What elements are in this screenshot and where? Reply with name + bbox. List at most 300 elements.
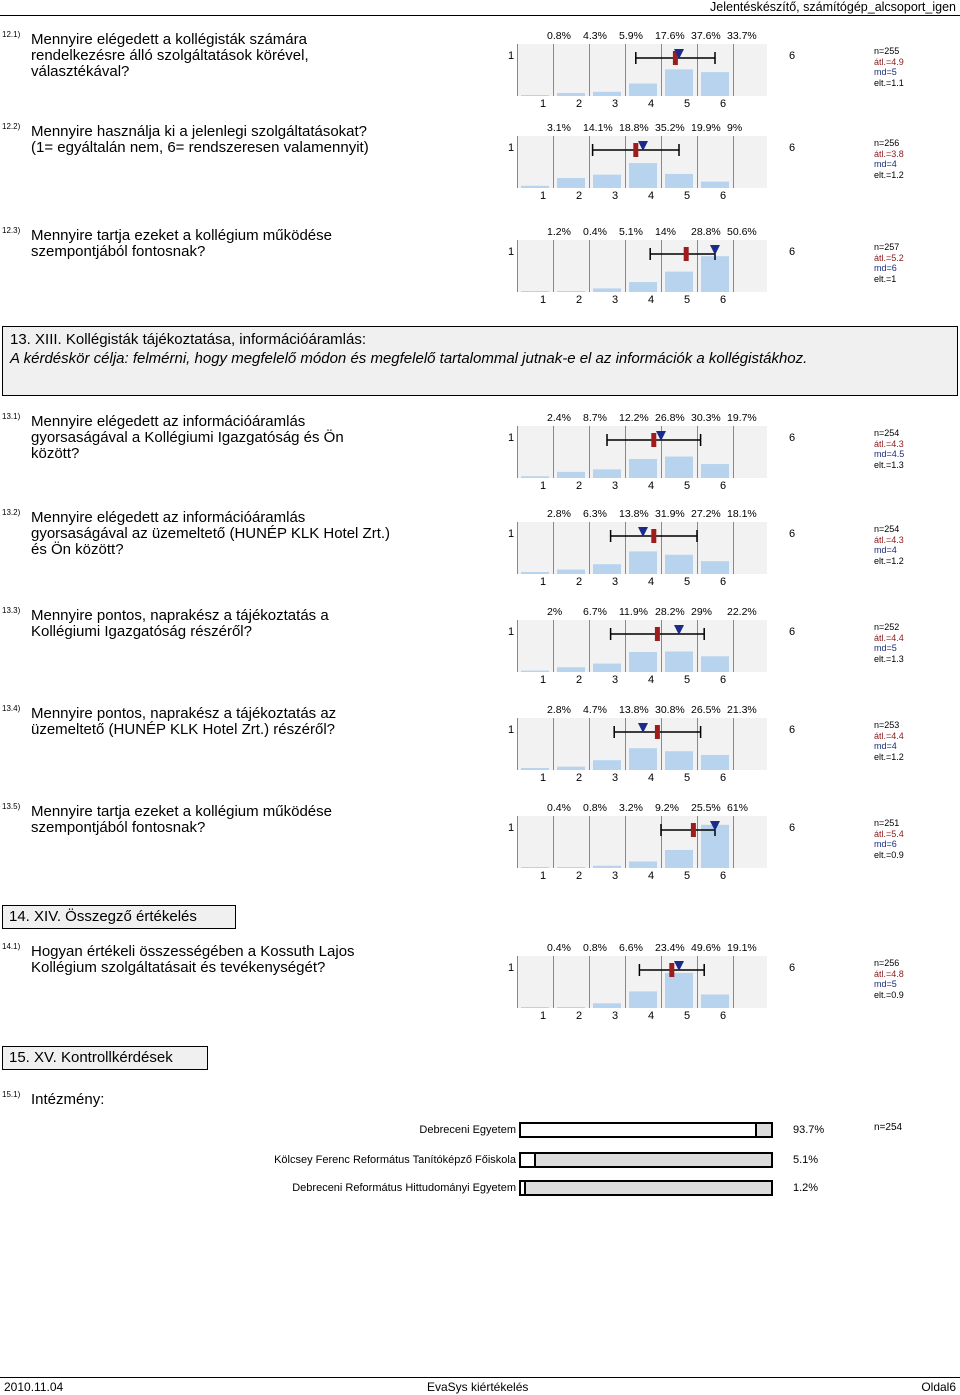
- distribution-bar: [701, 561, 729, 574]
- scale-high-label: 6: [789, 724, 796, 736]
- std-dev-value: elt.=1.2: [874, 169, 904, 180]
- question-text: Mennyire pontos, naprakész a tájékoztatás az üzemeltető (HUNÉP KLK Hotel Zrt.) részéről?: [31, 705, 337, 738]
- axis-tick-label: 2: [576, 1010, 583, 1022]
- distribution-svg: [517, 620, 767, 672]
- percent-label: 21.3%: [727, 704, 757, 716]
- axis-tick-label: 5: [684, 1010, 691, 1022]
- chart-background: [517, 816, 767, 868]
- question-block: [0, 122, 960, 212]
- question-text: Mennyire pontos, naprakész a tájékoztatás a Kollégiumi Igazgatóság részéről?: [31, 607, 329, 640]
- distribution-bar: [629, 991, 657, 1008]
- section-13-title: 13. XIII. Kollégisták tájékoztatása, információáramlás:: [10, 331, 367, 348]
- distribution-bar: [629, 652, 657, 672]
- stats-block: [874, 818, 904, 860]
- percent-row: [547, 704, 763, 716]
- axis-tick-label: 1: [540, 294, 547, 306]
- percent-label: 12.2%: [619, 412, 649, 424]
- std-dev-value: elt.=1: [874, 273, 897, 284]
- distribution-chart: [517, 426, 767, 478]
- axis-tick-label: 4: [648, 870, 655, 882]
- percent-label: 4.7%: [583, 704, 607, 716]
- distribution-svg: [517, 136, 767, 188]
- question-number: 15.1): [2, 1090, 21, 1099]
- axis-tick-label: 5: [684, 98, 691, 110]
- percent-label: 13.8%: [619, 508, 649, 520]
- axis-tick-label: 6: [720, 870, 727, 882]
- percent-label: 22.2%: [727, 606, 757, 618]
- median-value: md=5: [874, 67, 897, 77]
- distribution-chart: [517, 718, 767, 770]
- scale-axis: [540, 772, 760, 784]
- axis-tick-label: 2: [576, 294, 583, 306]
- distribution-bar: [665, 69, 693, 96]
- percent-label: 4.3%: [583, 30, 607, 42]
- mean-marker: [651, 529, 656, 543]
- distribution-chart: [517, 956, 767, 1008]
- percent-label: 11.9%: [619, 606, 648, 618]
- percent-row: [547, 30, 763, 42]
- distribution-bar: [521, 768, 549, 770]
- institution-percent: 93.7%: [793, 1124, 825, 1136]
- median-value: md=4: [874, 545, 897, 555]
- distribution-bar: [521, 671, 549, 672]
- question-text: Intézmény:: [31, 1091, 105, 1108]
- mean-marker: [691, 823, 696, 837]
- footer-page: Oldal6: [921, 1380, 956, 1394]
- distribution-bar: [593, 175, 621, 188]
- institution-percent: 1.2%: [793, 1182, 819, 1194]
- distribution-bar: [593, 664, 621, 672]
- distribution-bar: [557, 867, 585, 868]
- percent-label: 14.1%: [583, 122, 613, 134]
- axis-tick-label: 6: [720, 294, 727, 306]
- median-value: md=5: [874, 643, 897, 653]
- mean-marker: [655, 627, 660, 641]
- axis-tick-label: 1: [540, 98, 547, 110]
- distribution-chart: [517, 240, 767, 292]
- axis-tick-label: 6: [720, 190, 727, 202]
- distribution-svg: [517, 240, 767, 292]
- axis-tick-label: 3: [612, 480, 619, 492]
- section-14-box: [2, 905, 236, 929]
- percent-label: 26.5%: [691, 704, 721, 716]
- distribution-bar: [593, 1003, 621, 1008]
- distribution-bar: [557, 472, 585, 478]
- distribution-chart: [517, 816, 767, 868]
- percent-label: 18.8%: [619, 122, 649, 134]
- distribution-bar: [557, 291, 585, 292]
- axis-tick-label: 5: [684, 480, 691, 492]
- percent-label: 0.4%: [547, 802, 571, 814]
- scale-axis: [540, 576, 760, 588]
- percent-label: 30.3%: [691, 412, 721, 424]
- percent-label: 17.6%: [655, 30, 685, 42]
- scale-low-label: 1: [508, 432, 515, 444]
- distribution-svg: [517, 426, 767, 478]
- response-count: n=254: [874, 524, 900, 534]
- percent-row: [547, 802, 763, 814]
- distribution-bar: [593, 564, 621, 574]
- question-number: 12.1): [2, 30, 21, 39]
- mean-value: átl.=3.8: [874, 148, 904, 159]
- percent-label: 5.9%: [619, 30, 643, 42]
- percent-label: 25.5%: [691, 802, 721, 814]
- scale-axis: [540, 1010, 760, 1022]
- distribution-bar: [593, 760, 621, 770]
- std-dev-value: elt.=0.9: [874, 849, 904, 860]
- distribution-bar: [593, 469, 621, 478]
- question-text: Hogyan értékeli összességében a Kossuth Lajos Kollégium szolgáltatásait és tevékenységét?: [31, 943, 355, 976]
- percent-label: 0.4%: [583, 226, 607, 238]
- percent-label: 26.8%: [655, 412, 685, 424]
- scale-axis: [540, 98, 760, 110]
- scale-axis: [540, 294, 760, 306]
- axis-tick-label: 5: [684, 576, 691, 588]
- scale-high-label: 6: [789, 50, 796, 62]
- distribution-chart: [517, 522, 767, 574]
- stats-block: [874, 524, 904, 566]
- response-count: n=252: [874, 622, 900, 632]
- percent-label: 5.1%: [619, 226, 643, 238]
- axis-tick-label: 6: [720, 576, 727, 588]
- institution-row: [0, 1120, 960, 1142]
- question-block: [0, 704, 960, 794]
- axis-tick-label: 1: [540, 1010, 547, 1022]
- percent-label: 6.3%: [583, 508, 607, 520]
- axis-tick-label: 3: [612, 772, 619, 784]
- distribution-bar: [521, 95, 549, 96]
- scale-high-label: 6: [789, 142, 796, 154]
- axis-tick-label: 3: [612, 294, 619, 306]
- percent-label: 19.1%: [727, 942, 757, 954]
- question-number: 13.2): [2, 508, 21, 517]
- mean-marker: [655, 725, 660, 739]
- percent-label: 2.4%: [547, 412, 571, 424]
- scale-low-label: 1: [508, 724, 515, 736]
- distribution-chart: [517, 620, 767, 672]
- stats-block: [874, 138, 904, 180]
- report-header: Jelentéskészítő, számítógép_alcsoport_igen: [710, 0, 956, 14]
- percent-label: 14%: [655, 226, 677, 238]
- median-value: md=4: [874, 159, 897, 169]
- distribution-bar: [701, 256, 729, 292]
- percent-label: 23.4%: [655, 942, 685, 954]
- distribution-chart: [517, 44, 767, 96]
- std-dev-value: elt.=1.3: [874, 459, 904, 470]
- percent-label: 28.8%: [691, 226, 721, 238]
- axis-tick-label: 3: [612, 190, 619, 202]
- distribution-bar: [701, 656, 729, 672]
- institution-bar-fill: [521, 1182, 526, 1194]
- distribution-bar: [557, 667, 585, 672]
- std-dev-value: elt.=1.2: [874, 555, 904, 566]
- section-15-box: [2, 1046, 208, 1070]
- axis-tick-label: 5: [684, 674, 691, 686]
- percent-label: 6.6%: [619, 942, 643, 954]
- scale-high-label: 6: [789, 432, 796, 444]
- distribution-bar: [665, 457, 693, 478]
- percent-label: 2.8%: [547, 508, 571, 520]
- scale-low-label: 1: [508, 246, 515, 258]
- mean-value: átl.=5.4: [874, 828, 904, 839]
- question-text: Mennyire használja ki a jelenlegi szolgáltatásokat? (1= egyáltalán nem, 6= rendszeresen valamennyit): [31, 123, 369, 156]
- axis-tick-label: 5: [684, 190, 691, 202]
- distribution-bar: [701, 994, 729, 1008]
- distribution-bar: [701, 182, 729, 188]
- distribution-bar: [557, 1007, 585, 1008]
- percent-label: 0.8%: [547, 30, 571, 42]
- percent-label: 1.2%: [547, 226, 571, 238]
- mean-value: átl.=4.9: [874, 56, 904, 67]
- header-divider: [0, 15, 960, 16]
- percent-label: 49.6%: [691, 942, 721, 954]
- question-text: Mennyire tartja ezeket a kollégium működése szempontjából fontosnak?: [31, 227, 332, 260]
- scale-axis: [540, 674, 760, 686]
- distribution-bar: [521, 1007, 549, 1008]
- response-count: n=256: [874, 138, 900, 148]
- section-15-title: 15. XV. Kontrollkérdések: [9, 1049, 173, 1066]
- distribution-bar: [557, 178, 585, 188]
- percent-label: 9.2%: [655, 802, 679, 814]
- institution-bar-fill: [521, 1124, 757, 1136]
- distribution-bar: [665, 651, 693, 672]
- percent-label: 9%: [727, 122, 743, 134]
- std-dev-value: elt.=0.9: [874, 989, 904, 1000]
- axis-tick-label: 4: [648, 98, 655, 110]
- scale-high-label: 6: [789, 822, 796, 834]
- percent-row: [547, 606, 763, 618]
- section-13-subtitle: A kérdéskör célja: felmérni, hogy megfelelő módon és megfelelő tartalommal jutnak-e el az információk a kollégistákhoz.: [10, 350, 808, 367]
- axis-tick-label: 1: [540, 870, 547, 882]
- percent-label: 2.8%: [547, 704, 571, 716]
- distribution-svg: [517, 816, 767, 868]
- distribution-bar: [521, 476, 549, 478]
- response-count: n=253: [874, 720, 900, 730]
- axis-tick-label: 2: [576, 190, 583, 202]
- axis-tick-label: 2: [576, 772, 583, 784]
- axis-tick-label: 2: [576, 674, 583, 686]
- distribution-bar: [629, 861, 657, 868]
- axis-tick-label: 3: [612, 1010, 619, 1022]
- question-block: [0, 226, 960, 316]
- axis-tick-label: 4: [648, 1010, 655, 1022]
- axis-tick-label: 3: [612, 870, 619, 882]
- question-number: 12.3): [2, 226, 21, 235]
- stats-block: [874, 622, 904, 664]
- institution-label: Kölcsey Ferenc Református Tanítóképző Főiskola: [274, 1154, 516, 1166]
- response-count: n=251: [874, 818, 900, 828]
- percent-row: [547, 942, 763, 954]
- scale-axis: [540, 480, 760, 492]
- percent-label: 27.2%: [691, 508, 721, 520]
- distribution-svg: [517, 718, 767, 770]
- distribution-bar: [557, 570, 585, 574]
- percent-label: 33.7%: [727, 30, 757, 42]
- distribution-bar: [521, 186, 549, 188]
- question-number: 13.4): [2, 704, 21, 713]
- mean-marker: [633, 143, 638, 157]
- question-text: Mennyire elégedett az információáramlás gyorsaságával a Kollégiumi Igazgatóság és Ön között?: [31, 413, 344, 462]
- median-value: md=4.5: [874, 449, 905, 459]
- percent-label: 31.9%: [655, 508, 685, 520]
- axis-tick-label: 1: [540, 190, 547, 202]
- percent-row: [547, 508, 763, 520]
- axis-tick-label: 4: [648, 674, 655, 686]
- axis-tick-label: 2: [576, 576, 583, 588]
- percent-label: 3.1%: [547, 122, 571, 134]
- distribution-svg: [517, 956, 767, 1008]
- percent-row: [547, 412, 763, 424]
- std-dev-value: elt.=1.2: [874, 751, 904, 762]
- axis-tick-label: 4: [648, 480, 655, 492]
- axis-tick-label: 5: [684, 294, 691, 306]
- response-count: n=254: [874, 428, 900, 438]
- question-number: 13.5): [2, 802, 21, 811]
- axis-tick-label: 2: [576, 480, 583, 492]
- mean-marker: [684, 247, 689, 261]
- std-dev-value: elt.=1.3: [874, 653, 904, 664]
- distribution-chart: [517, 136, 767, 188]
- axis-tick-label: 6: [720, 1010, 727, 1022]
- median-value: md=6: [874, 839, 897, 849]
- axis-tick-label: 4: [648, 190, 655, 202]
- institution-label: Debreceni Egyetem: [419, 1124, 516, 1136]
- section-13-box: [2, 326, 958, 396]
- footer-divider: [0, 1377, 960, 1378]
- response-count: n=257: [874, 242, 900, 252]
- question-block: [0, 30, 960, 120]
- scale-high-label: 6: [789, 528, 796, 540]
- question-number: 12.2): [2, 122, 21, 131]
- axis-tick-label: 4: [648, 576, 655, 588]
- institution-bar-fill: [521, 1154, 536, 1166]
- question-text: Mennyire elégedett a kollégisták számára rendelkezésre álló szolgáltatások körével, választékával?: [31, 31, 309, 80]
- axis-tick-label: 6: [720, 674, 727, 686]
- distribution-bar: [665, 850, 693, 868]
- distribution-bar: [629, 459, 657, 478]
- percent-label: 50.6%: [727, 226, 757, 238]
- percent-label: 19.9%: [691, 122, 721, 134]
- percent-label: 2%: [547, 606, 563, 618]
- axis-tick-label: 3: [612, 576, 619, 588]
- percent-label: 18.1%: [727, 508, 757, 520]
- axis-tick-label: 6: [720, 98, 727, 110]
- scale-axis: [540, 870, 760, 882]
- percent-row: [547, 122, 763, 134]
- percent-label: 6.7%: [583, 606, 607, 618]
- scale-high-label: 6: [789, 626, 796, 638]
- stats-block: [874, 958, 904, 1000]
- scale-low-label: 1: [508, 822, 515, 834]
- axis-tick-label: 6: [720, 772, 727, 784]
- mean-value: átl.=4.4: [874, 632, 904, 643]
- axis-tick-label: 4: [648, 294, 655, 306]
- distribution-bar: [629, 84, 657, 96]
- scale-low-label: 1: [508, 962, 515, 974]
- median-value: md=6: [874, 263, 897, 273]
- median-value: md=5: [874, 979, 897, 989]
- question-number: 13.1): [2, 412, 21, 421]
- percent-label: 30.8%: [655, 704, 685, 716]
- distribution-bar: [665, 272, 693, 292]
- response-count: n=255: [874, 46, 900, 56]
- distribution-bar: [665, 174, 693, 188]
- question-text: Mennyire elégedett az információáramlás gyorsaságával az üzemeltető (HUNÉP KLK Hotel Zrt.) és Ön között?: [31, 509, 391, 558]
- mean-marker: [651, 433, 656, 447]
- scale-high-label: 6: [789, 246, 796, 258]
- stats-block: [874, 46, 904, 88]
- distribution-bar: [629, 748, 657, 770]
- percent-label: 28.2%: [655, 606, 685, 618]
- mean-value: átl.=5.2: [874, 252, 904, 263]
- percent-label: 0.4%: [547, 942, 571, 954]
- institution-row: [0, 1150, 960, 1172]
- question-block: [0, 802, 960, 892]
- response-count: n=256: [874, 958, 900, 968]
- institution-bar: [519, 1180, 773, 1196]
- axis-tick-label: 2: [576, 98, 583, 110]
- question-number: 14.1): [2, 942, 21, 951]
- question-block: [0, 412, 960, 502]
- axis-tick-label: 1: [540, 480, 547, 492]
- axis-tick-label: 3: [612, 98, 619, 110]
- percent-label: 35.2%: [655, 122, 685, 134]
- question-number: 13.3): [2, 606, 21, 615]
- scale-axis: [540, 190, 760, 202]
- footer-date: 2010.11.04: [4, 1380, 64, 1394]
- distribution-bar: [629, 551, 657, 574]
- distribution-bar: [593, 866, 621, 868]
- distribution-bar: [521, 867, 549, 868]
- mean-value: átl.=4.8: [874, 968, 904, 979]
- distribution-bar: [521, 291, 549, 292]
- question-text: Mennyire tartja ezeket a kollégium működése szempontjából fontosnak?: [31, 803, 332, 836]
- question-block: [0, 606, 960, 696]
- institution-bar: [519, 1122, 773, 1138]
- section-14-title: 14. XIV. Összegző értékelés: [9, 908, 197, 925]
- percent-label: 0.8%: [583, 942, 607, 954]
- axis-tick-label: 4: [648, 772, 655, 784]
- axis-tick-label: 5: [684, 772, 691, 784]
- question-block: [0, 942, 960, 1032]
- institution-row: [0, 1178, 960, 1200]
- distribution-bar: [701, 72, 729, 96]
- distribution-bar: [521, 572, 549, 574]
- institution-label: Debreceni Református Hittudományi Egyetem: [292, 1182, 516, 1194]
- percent-label: 61%: [727, 802, 749, 814]
- distribution-svg: [517, 522, 767, 574]
- distribution-bar: [665, 751, 693, 770]
- distribution-bar: [557, 93, 585, 96]
- footer-title: EvaSys kiértékelés: [427, 1380, 529, 1394]
- scale-low-label: 1: [508, 142, 515, 154]
- axis-tick-label: 6: [720, 480, 727, 492]
- mean-marker: [669, 963, 674, 977]
- axis-tick-label: 2: [576, 870, 583, 882]
- mean-value: átl.=4.3: [874, 534, 904, 545]
- axis-tick-label: 3: [612, 674, 619, 686]
- distribution-bar: [701, 464, 729, 478]
- scale-high-label: 6: [789, 962, 796, 974]
- distribution-svg: [517, 44, 767, 96]
- scale-low-label: 1: [508, 626, 515, 638]
- median-value: md=4: [874, 741, 897, 751]
- mean-value: átl.=4.3: [874, 438, 904, 449]
- percent-label: 0.8%: [583, 802, 607, 814]
- axis-tick-label: 1: [540, 674, 547, 686]
- institution-percent: 5.1%: [793, 1154, 819, 1166]
- stats-block: [874, 428, 904, 470]
